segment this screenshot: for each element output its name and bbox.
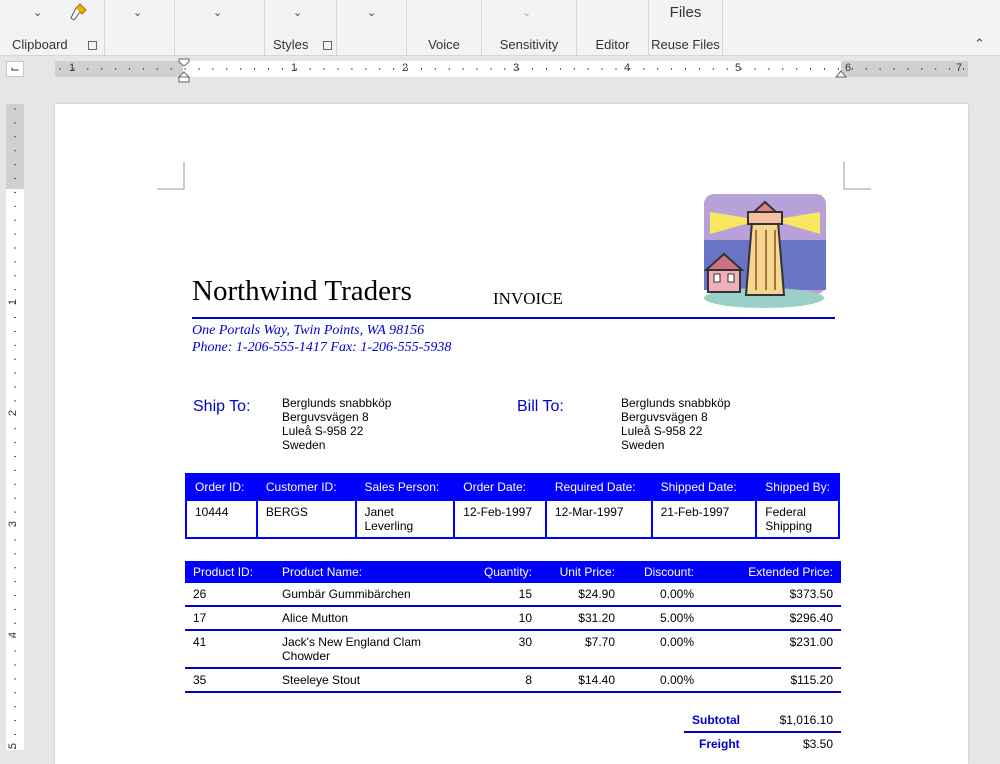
vruler-number: 2	[7, 409, 20, 417]
bill-to-label: Bill To:	[517, 398, 564, 415]
format-painter-icon[interactable]	[68, 2, 90, 27]
subtotal-value: $1,016.10	[779, 713, 833, 727]
styles-gallery-chevron-icon[interactable]: ⌄	[293, 7, 303, 19]
column-header: Discount:	[623, 561, 702, 583]
paragraph-group	[175, 0, 265, 55]
table-cell: 0.00%	[623, 630, 702, 668]
editor-label: Editor	[595, 37, 630, 52]
column-header: Product ID:	[185, 561, 274, 583]
ruler-number: 6	[845, 62, 852, 74]
address-line: Berglunds snabbköp	[621, 396, 731, 410]
clipboard-launcher-icon[interactable]	[88, 41, 97, 50]
ruler-number: 2	[402, 62, 409, 74]
table-cell: 0.00%	[623, 583, 702, 606]
ruler-number: 3	[513, 62, 520, 74]
table-cell: Steeleye Stout	[274, 668, 450, 692]
table-cell: 26	[185, 583, 274, 606]
dropdown-chevron-icon[interactable]: ⌄	[367, 7, 377, 19]
styles-label: Styles	[273, 37, 309, 52]
table-cell: 35	[185, 668, 274, 692]
table-row	[185, 630, 841, 668]
ribbon	[0, 0, 1000, 56]
column-header: Quantity:	[450, 561, 540, 583]
right-indent-marker-icon[interactable]	[835, 67, 847, 79]
dropdown-chevron-icon[interactable]: ⌄	[133, 7, 143, 19]
table-cell: 12-Feb-1997	[454, 500, 546, 538]
reuse-files-button[interactable]: Files	[669, 4, 702, 21]
table-cell: Federal Shipping	[756, 500, 839, 538]
address-line: Sweden	[282, 438, 326, 452]
table-cell: $373.50	[702, 583, 841, 606]
column-header: Extended Price:	[702, 561, 841, 583]
voice-group	[407, 0, 482, 55]
company-name: Northwind Traders	[192, 275, 412, 307]
order-header-row	[186, 474, 839, 500]
horizontal-ruler-row	[0, 56, 1000, 82]
crop-mark-top-left	[157, 162, 185, 190]
invoice-title: INVOICE	[493, 289, 563, 308]
editor-group	[577, 0, 649, 55]
table-cell: $231.00	[702, 630, 841, 668]
table-cell: $296.40	[702, 606, 841, 630]
editing-group	[337, 0, 407, 55]
column-header: Order ID:	[186, 474, 257, 500]
clipboard-group	[0, 0, 105, 55]
clipboard-label: Clipboard	[12, 37, 68, 52]
ship-to-label: Ship To:	[193, 398, 251, 415]
styles-launcher-icon[interactable]	[323, 41, 332, 50]
table-cell: Gumbär Gummibärchen	[274, 583, 450, 606]
indent-marker-icon[interactable]	[177, 58, 191, 84]
table-cell: Janet Leverling	[356, 500, 455, 538]
reuse-files-group	[649, 0, 723, 55]
ruler-number: 1	[291, 62, 298, 74]
paste-dropdown-chevron-icon[interactable]: ⌄	[33, 7, 43, 19]
dropdown-chevron-icon[interactable]: ⌄	[213, 7, 223, 19]
ruler-number: 4	[624, 62, 631, 74]
address-line: Sweden	[621, 438, 665, 452]
address-line: Luleå S-958 22	[621, 424, 703, 438]
table-cell: 5.00%	[623, 606, 702, 630]
table-row	[185, 606, 841, 630]
font-group	[105, 0, 175, 55]
styles-group	[265, 0, 337, 55]
product-header-row	[185, 561, 841, 583]
header-rule	[192, 317, 835, 319]
column-header: Shipped By:	[756, 474, 839, 500]
tab-selector-icon[interactable]: ⌙	[6, 61, 24, 77]
table-cell: Alice Mutton	[274, 606, 450, 630]
column-header: Shipped Date:	[652, 474, 757, 500]
address-line: Berguvsvägen 8	[621, 410, 708, 424]
sensitivity-label: Sensitivity	[499, 37, 559, 52]
table-cell: 30	[450, 630, 540, 668]
vruler-number: 4	[7, 631, 20, 639]
address-line: Berglunds snabbköp	[282, 396, 392, 410]
ruler-number: 1	[69, 62, 76, 74]
reuse-files-label: Reuse Files	[651, 37, 720, 52]
address-line: Berguvsvägen 8	[282, 410, 369, 424]
table-cell: 21-Feb-1997	[652, 500, 757, 538]
sensitivity-group	[482, 0, 577, 55]
crop-mark-top-right	[843, 162, 871, 190]
vertical-ruler[interactable]	[6, 104, 24, 750]
table-row	[185, 583, 841, 606]
product-table	[185, 561, 841, 693]
company-phone: Phone: 1-206-555-1417 Fax: 1-206-555-5938	[192, 340, 452, 355]
table-cell: $14.40	[540, 668, 623, 692]
vruler-number: 3	[7, 520, 20, 528]
vruler-number: 5	[7, 742, 20, 750]
column-header: Sales Person:	[356, 474, 455, 500]
table-row	[185, 668, 841, 692]
collapse-ribbon-chevron-icon[interactable]: ⌃	[974, 36, 985, 51]
horizontal-ruler[interactable]	[55, 61, 968, 77]
vruler-number: 1	[7, 298, 20, 306]
table-cell: $31.20	[540, 606, 623, 630]
table-row	[186, 500, 839, 538]
table-cell: $115.20	[702, 668, 841, 692]
table-cell: 12-Mar-1997	[546, 500, 652, 538]
table-cell: 10	[450, 606, 540, 630]
table-cell: Jack's New England Clam Chowder	[274, 630, 450, 668]
subtotal-label: Subtotal	[692, 713, 740, 727]
ruler-ticks	[55, 61, 968, 77]
vertical-ruler-ticks	[6, 104, 24, 750]
address-line: Luleå S-958 22	[282, 424, 364, 438]
column-header: Unit Price:	[540, 561, 623, 583]
freight-label: Freight	[699, 737, 740, 751]
table-cell: BERGS	[257, 500, 356, 538]
totals-rule	[684, 731, 841, 733]
table-cell: 0.00%	[623, 668, 702, 692]
order-table	[185, 473, 840, 539]
lighthouse-clipart-icon	[700, 190, 830, 308]
column-header: Order Date:	[454, 474, 546, 500]
column-header: Required Date:	[546, 474, 652, 500]
table-cell: 10444	[186, 500, 257, 538]
table-cell: 41	[185, 630, 274, 668]
ruler-number: 5	[735, 62, 742, 74]
table-cell: 8	[450, 668, 540, 692]
table-cell: 17	[185, 606, 274, 630]
company-address: One Portals Way, Twin Points, WA 98156	[192, 323, 425, 338]
ruler-number: 7	[956, 62, 963, 74]
freight-value: $3.50	[802, 737, 833, 751]
table-cell: $24.90	[540, 583, 623, 606]
table-cell: $7.70	[540, 630, 623, 668]
ship-to-address	[282, 396, 391, 452]
bill-to-address	[621, 396, 730, 452]
sensitivity-chevron-icon[interactable]: ⌄	[522, 7, 532, 19]
table-cell: 15	[450, 583, 540, 606]
column-header: Product Name:	[274, 561, 450, 583]
voice-label: Voice	[428, 37, 460, 52]
column-header: Customer ID:	[257, 474, 356, 500]
